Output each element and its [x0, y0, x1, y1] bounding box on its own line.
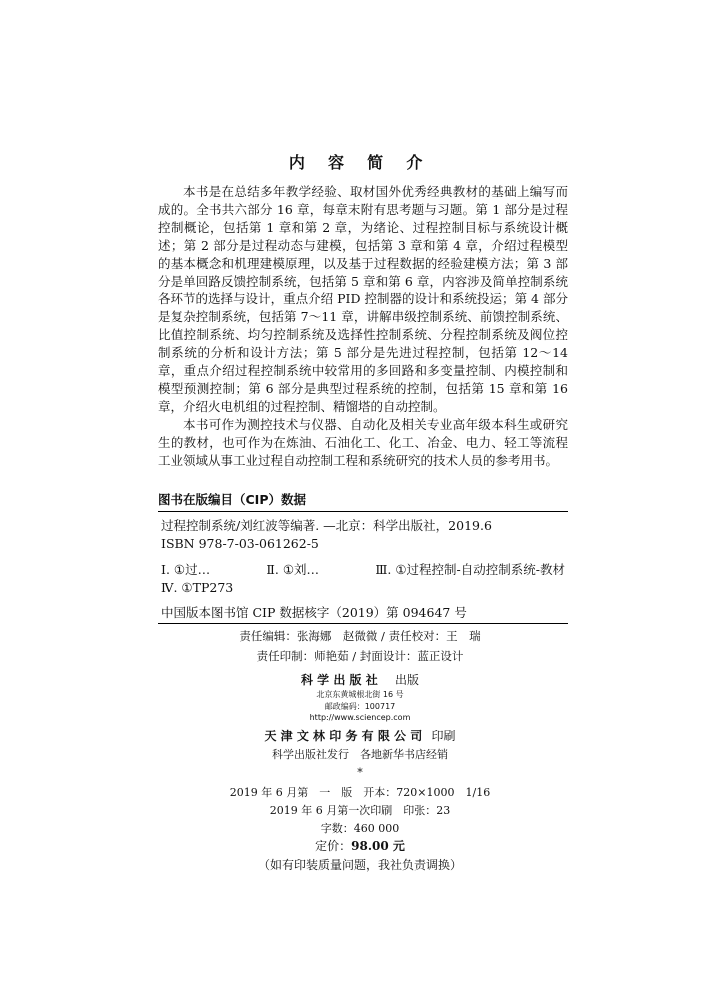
- cip-header: 图书在版编目（CIP）数据: [158, 492, 306, 507]
- publisher-name: 科学出版社: [300, 673, 382, 687]
- quality-note: （如有印装质量问题，我社负责调换）: [257, 858, 462, 872]
- cip-verification: 中国版本图书馆 CIP 数据核字（2019）第 094647 号: [161, 605, 467, 620]
- cip-top-rule: [158, 511, 568, 512]
- publisher-line: [0, 669, 720, 688]
- summary-paragraph-1: 本书是在总结多年教学经验、取材国外优秀经典教材的基础上编写而成的。全书共六部分 16 章，每章末附有思考题与习题。第 1 部分是过程控制概论，包括第 1 章和第 2 章，为绪论、过程控制目标与系统设计概述；第 2 部分是过程动态与建模，包括第 3 章和第 4 章，介绍过程模型的基本概念和机理建模原理，以及基于过程数据的经验建模方法；第 3 部分是单回路反馈控制系统，包括第 5 章和第 6 章，内容涉及简单控制系统各环节的选择与设计，重点介绍 PID 控制器的设计和系统投运；第 4 部分是复杂控制系统，包括第 7～11 章，讲解串级控制系统、前馈控制系统、比值控制系统、均匀控制系统及选择性控制系统、分程控制系统及阀位控制系统的分析和设计方法；第 5 部分是先进过程控制，包括第 12～14 章，重点介绍过程控制系统中较常用的多回路和多变量控制、内模控制和模型预测控制；第 6 部分是典型过程系统的控制，包括第 15 章和第 16 章，介绍火电机组的过程控制、精馏塔的自动控制。: [158, 184, 568, 414]
- edition-line: 2019 年 6 月第 一 版 开本：720×1000 1/16: [229, 786, 491, 799]
- price-line: [0, 837, 720, 854]
- printer-action: 印刷: [431, 729, 456, 743]
- cip-class-b: Ⅱ. ①刘…: [266, 562, 320, 577]
- cip-bottom-rule: [158, 623, 568, 624]
- credits-editors: 责任编辑：张海娜 赵微微 / 责任校对：王 瑞: [239, 629, 481, 643]
- publisher-url: http://www.sciencep.com: [309, 713, 411, 722]
- summary-title: 内 容 简 介: [288, 153, 432, 172]
- price-value: 98.00 元: [351, 839, 405, 853]
- publisher-address: 北京东黄城根北街 16 号: [316, 690, 404, 699]
- separator-star: *: [357, 766, 363, 779]
- printer-name: 天津文林印务有限公司: [264, 729, 427, 743]
- cip-classification: [161, 560, 565, 578]
- credits-production: 责任印制：师艳茹 / 封面设计：蓝正设计: [256, 649, 464, 663]
- summary-text: [158, 183, 568, 470]
- printer-line: [0, 725, 720, 744]
- summary-paragraph-2: 本书可作为测控技术与仪器、自动化及相关专业高年级本科生或研究生的教材，也可作为在炼油、石油化工、化工、冶金、电力、轻工等流程工业领域从事工业过程自动控制工程和系统研究的技术人员的参考用书。: [158, 416, 568, 468]
- publisher-action: 出版: [395, 673, 420, 687]
- cip-class-a: Ⅰ. ①过…: [161, 562, 211, 577]
- cip-catalog-line: 过程控制系统/刘红波等编著. —北京：科学出版社，2019.6: [161, 518, 492, 533]
- printing-line: 2019 年 6 月第一次印刷 印张：23: [269, 804, 451, 817]
- distribution-line: 科学出版社发行 各地新华书店经销: [272, 748, 448, 761]
- price-label: 定价：: [315, 839, 352, 853]
- cip-class-d: Ⅳ. ①TP273: [161, 580, 234, 595]
- word-count: 字数：460 000: [320, 822, 400, 835]
- cip-class-c: Ⅲ. ①过程控制-自动控制系统-教材: [375, 562, 565, 577]
- cip-isbn: ISBN 978-7-03-061262-5: [161, 536, 319, 551]
- publisher-postcode: 邮政编码：100717: [324, 702, 396, 711]
